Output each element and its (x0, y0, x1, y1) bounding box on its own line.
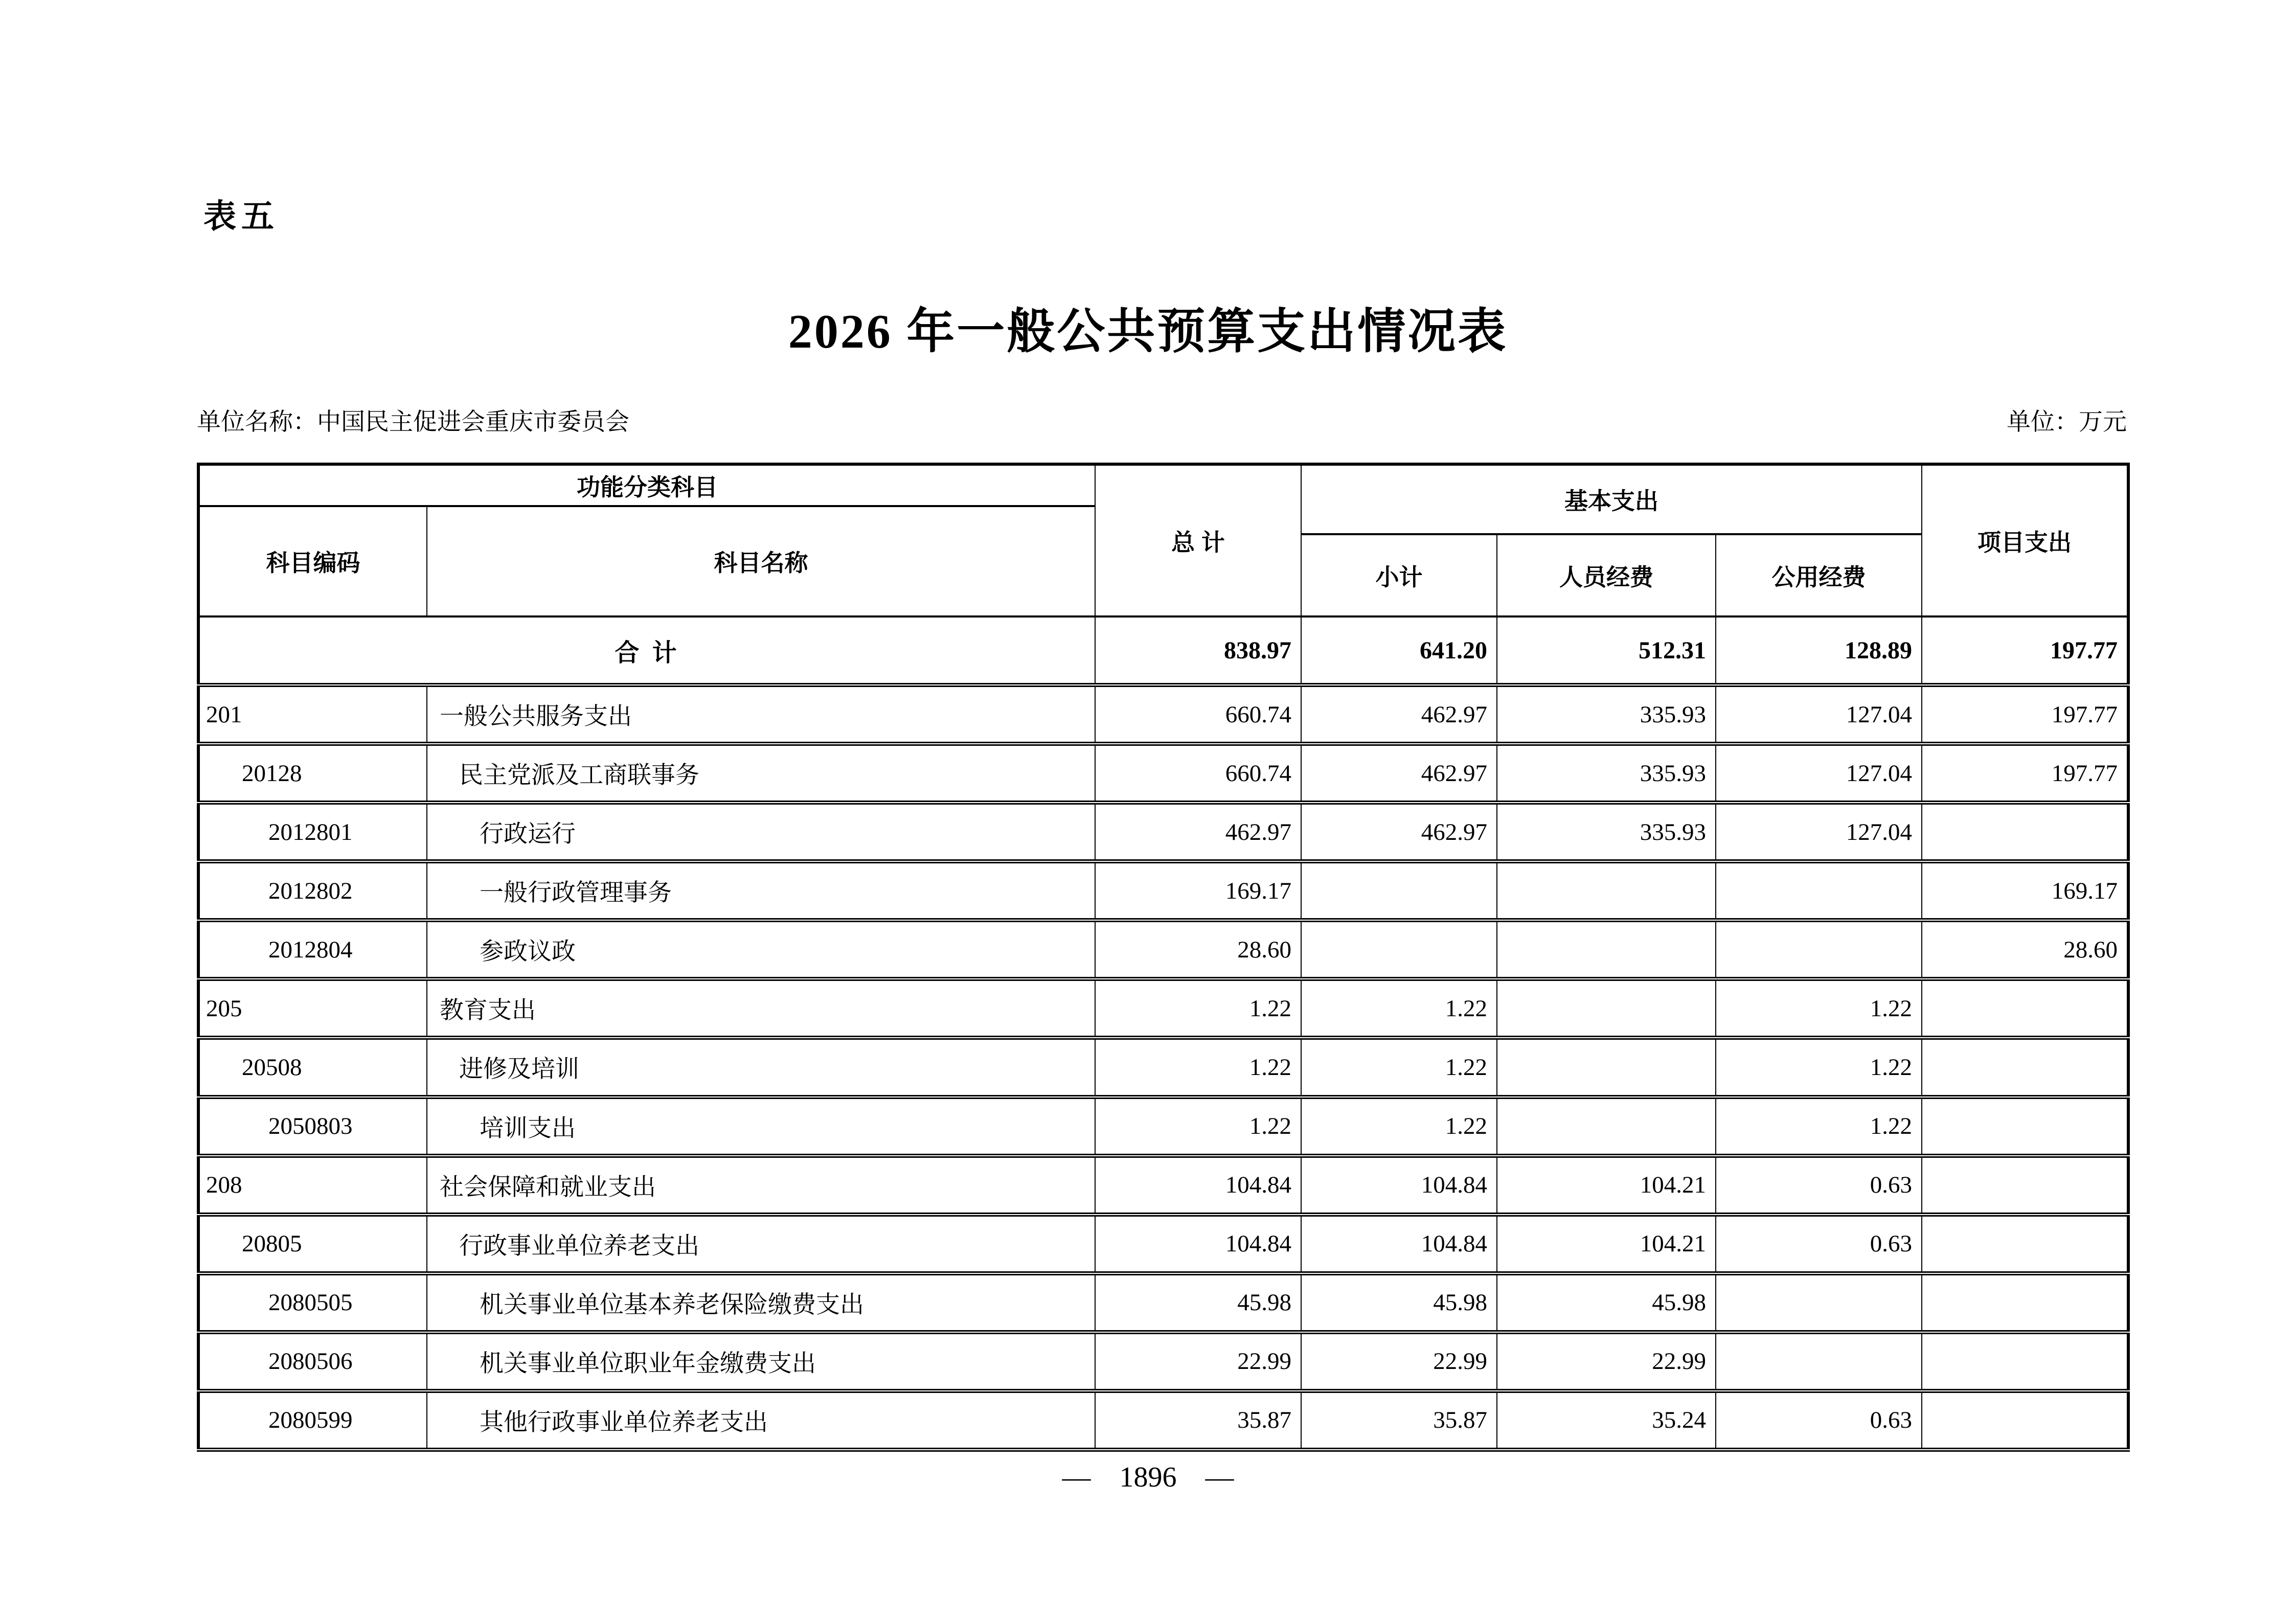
subtotal-cell: 1.22 (1301, 1097, 1497, 1156)
table-row (198, 1156, 2128, 1215)
personnel-cell: 512.31 (1497, 616, 1716, 685)
total-cell: 104.84 (1095, 1156, 1301, 1215)
public-cell: 0.63 (1716, 1215, 1922, 1273)
table-row (198, 1097, 2128, 1156)
project-cell (1922, 1038, 2128, 1096)
name-cell: 一般行政管理事务 (427, 861, 1095, 920)
public-cell (1716, 1332, 1922, 1391)
code-cell: 2080505 (198, 1273, 427, 1332)
unit-name-label: 单位名称：中国民主促进会重庆市委员会 (197, 409, 629, 436)
personnel-cell: 35.24 (1497, 1391, 1716, 1450)
public-cell: 1.22 (1716, 1097, 1922, 1156)
subtotal-cell (1301, 920, 1497, 979)
subtotal-cell: 22.99 (1301, 1332, 1497, 1391)
personnel-cell (1497, 1038, 1716, 1096)
subtotal-cell: 104.84 (1301, 1215, 1497, 1273)
total-cell: 104.84 (1095, 1215, 1301, 1273)
project-cell (1922, 1097, 2128, 1156)
total-cell: 462.97 (1095, 803, 1301, 861)
name-cell: 教育支出 (427, 979, 1095, 1038)
public-cell: 0.63 (1716, 1391, 1922, 1450)
personnel-cell: 335.93 (1497, 803, 1716, 861)
total-cell: 838.97 (1095, 616, 1301, 685)
code-cell: 20805 (198, 1215, 427, 1273)
subtotal-cell: 462.97 (1301, 685, 1497, 744)
table-header (198, 464, 2128, 616)
subtotal-cell: 462.97 (1301, 803, 1497, 861)
code-cell: 2012804 (198, 920, 427, 979)
page-number: — 1896 — (1062, 1461, 1234, 1493)
header-func-group: 功能分类科目 (198, 464, 1095, 506)
name-cell: 社会保障和就业支出 (427, 1156, 1095, 1215)
code-cell: 2012801 (198, 803, 427, 861)
name-cell: 进修及培训 (427, 1038, 1095, 1096)
subtotal-cell: 1.22 (1301, 979, 1497, 1038)
page-title: 2026 年一般公共预算支出情况表 (788, 305, 1508, 358)
code-cell: 208 (198, 1156, 427, 1215)
code-cell: 2012802 (198, 861, 427, 920)
personnel-cell (1497, 979, 1716, 1038)
code-cell: 205 (198, 979, 427, 1038)
subtotal-cell: 104.84 (1301, 1156, 1497, 1215)
unit-label: 单位：万元 (2007, 409, 2127, 436)
public-cell (1716, 861, 1922, 920)
header-public: 公用经费 (1716, 534, 1922, 616)
project-cell: 197.77 (1922, 744, 2128, 803)
project-cell (1922, 1332, 2128, 1391)
header-name: 科目名称 (427, 506, 1095, 616)
project-cell (1922, 1215, 2128, 1273)
public-cell: 128.89 (1716, 616, 1922, 685)
subtotal-cell: 641.20 (1301, 616, 1497, 685)
code-cell: 2080506 (198, 1332, 427, 1391)
table-body (198, 616, 2128, 1450)
budget-table (197, 463, 2130, 1452)
project-cell (1922, 1156, 2128, 1215)
header-code: 科目编码 (198, 506, 427, 616)
code-cell: 20128 (198, 744, 427, 803)
table-row (198, 1215, 2128, 1273)
header-basic: 基本支出 (1301, 464, 1922, 534)
total-cell: 660.74 (1095, 685, 1301, 744)
name-cell: 一般公共服务支出 (427, 685, 1095, 744)
table-row (198, 744, 2128, 803)
name-cell: 机关事业单位职业年金缴费支出 (427, 1332, 1095, 1391)
project-cell (1922, 979, 2128, 1038)
subtotal-cell: 35.87 (1301, 1391, 1497, 1450)
personnel-cell: 104.21 (1497, 1156, 1716, 1215)
table-row (198, 1332, 2128, 1391)
public-cell (1716, 1273, 1922, 1332)
public-cell: 127.04 (1716, 685, 1922, 744)
total-cell: 45.98 (1095, 1273, 1301, 1332)
total-cell: 22.99 (1095, 1332, 1301, 1391)
meta-row (197, 403, 2127, 437)
subtotal-cell: 45.98 (1301, 1273, 1497, 1332)
project-cell (1922, 1391, 2128, 1450)
table-row (198, 861, 2128, 920)
total-cell: 660.74 (1095, 744, 1301, 803)
subtotal-cell (1301, 861, 1497, 920)
subtotal-cell: 1.22 (1301, 1038, 1497, 1096)
project-cell (1922, 1273, 2128, 1332)
name-cell: 机关事业单位基本养老保险缴费支出 (427, 1273, 1095, 1332)
personnel-cell (1497, 920, 1716, 979)
total-cell: 1.22 (1095, 1097, 1301, 1156)
public-cell: 0.63 (1716, 1156, 1922, 1215)
code-cell: 2050803 (198, 1097, 427, 1156)
personnel-cell: 335.93 (1497, 744, 1716, 803)
table-row (198, 685, 2128, 744)
personnel-cell: 22.99 (1497, 1332, 1716, 1391)
total-cell: 28.60 (1095, 920, 1301, 979)
public-cell: 1.22 (1716, 1038, 1922, 1096)
project-cell: 169.17 (1922, 861, 2128, 920)
public-cell: 1.22 (1716, 979, 1922, 1038)
project-cell: 28.60 (1922, 920, 2128, 979)
name-cell: 参政议政 (427, 920, 1095, 979)
personnel-cell (1497, 1097, 1716, 1156)
project-cell (1922, 803, 2128, 861)
table-row (198, 1038, 2128, 1096)
total-row (198, 616, 2128, 685)
project-cell: 197.77 (1922, 616, 2128, 685)
header-project: 项目支出 (1922, 464, 2128, 616)
total-cell: 169.17 (1095, 861, 1301, 920)
total-row-label: 合 计 (198, 616, 1095, 685)
code-cell: 201 (198, 685, 427, 744)
personnel-cell: 45.98 (1497, 1273, 1716, 1332)
total-cell: 1.22 (1095, 979, 1301, 1038)
name-cell: 行政事业单位养老支出 (427, 1215, 1095, 1273)
table-row (198, 803, 2128, 861)
header-personnel: 人员经费 (1497, 534, 1716, 616)
subtotal-cell: 462.97 (1301, 744, 1497, 803)
public-cell: 127.04 (1716, 803, 1922, 861)
public-cell: 127.04 (1716, 744, 1922, 803)
table-row (198, 979, 2128, 1038)
code-cell: 2080599 (198, 1391, 427, 1450)
name-cell: 培训支出 (427, 1097, 1095, 1156)
code-cell: 20508 (198, 1038, 427, 1096)
public-cell (1716, 920, 1922, 979)
project-cell: 197.77 (1922, 685, 2128, 744)
personnel-cell: 335.93 (1497, 685, 1716, 744)
personnel-cell: 104.21 (1497, 1215, 1716, 1273)
total-cell: 1.22 (1095, 1038, 1301, 1096)
header-grand-total: 总 计 (1095, 464, 1301, 616)
total-cell: 35.87 (1095, 1391, 1301, 1450)
name-cell: 其他行政事业单位养老支出 (427, 1391, 1095, 1450)
header-subtotal: 小计 (1301, 534, 1497, 616)
table-row (198, 1273, 2128, 1332)
name-cell: 行政运行 (427, 803, 1095, 861)
personnel-cell (1497, 861, 1716, 920)
table-row (198, 920, 2128, 979)
name-cell: 民主党派及工商联事务 (427, 744, 1095, 803)
sheet-label: 表五 (203, 198, 279, 235)
table-row (198, 1391, 2128, 1450)
